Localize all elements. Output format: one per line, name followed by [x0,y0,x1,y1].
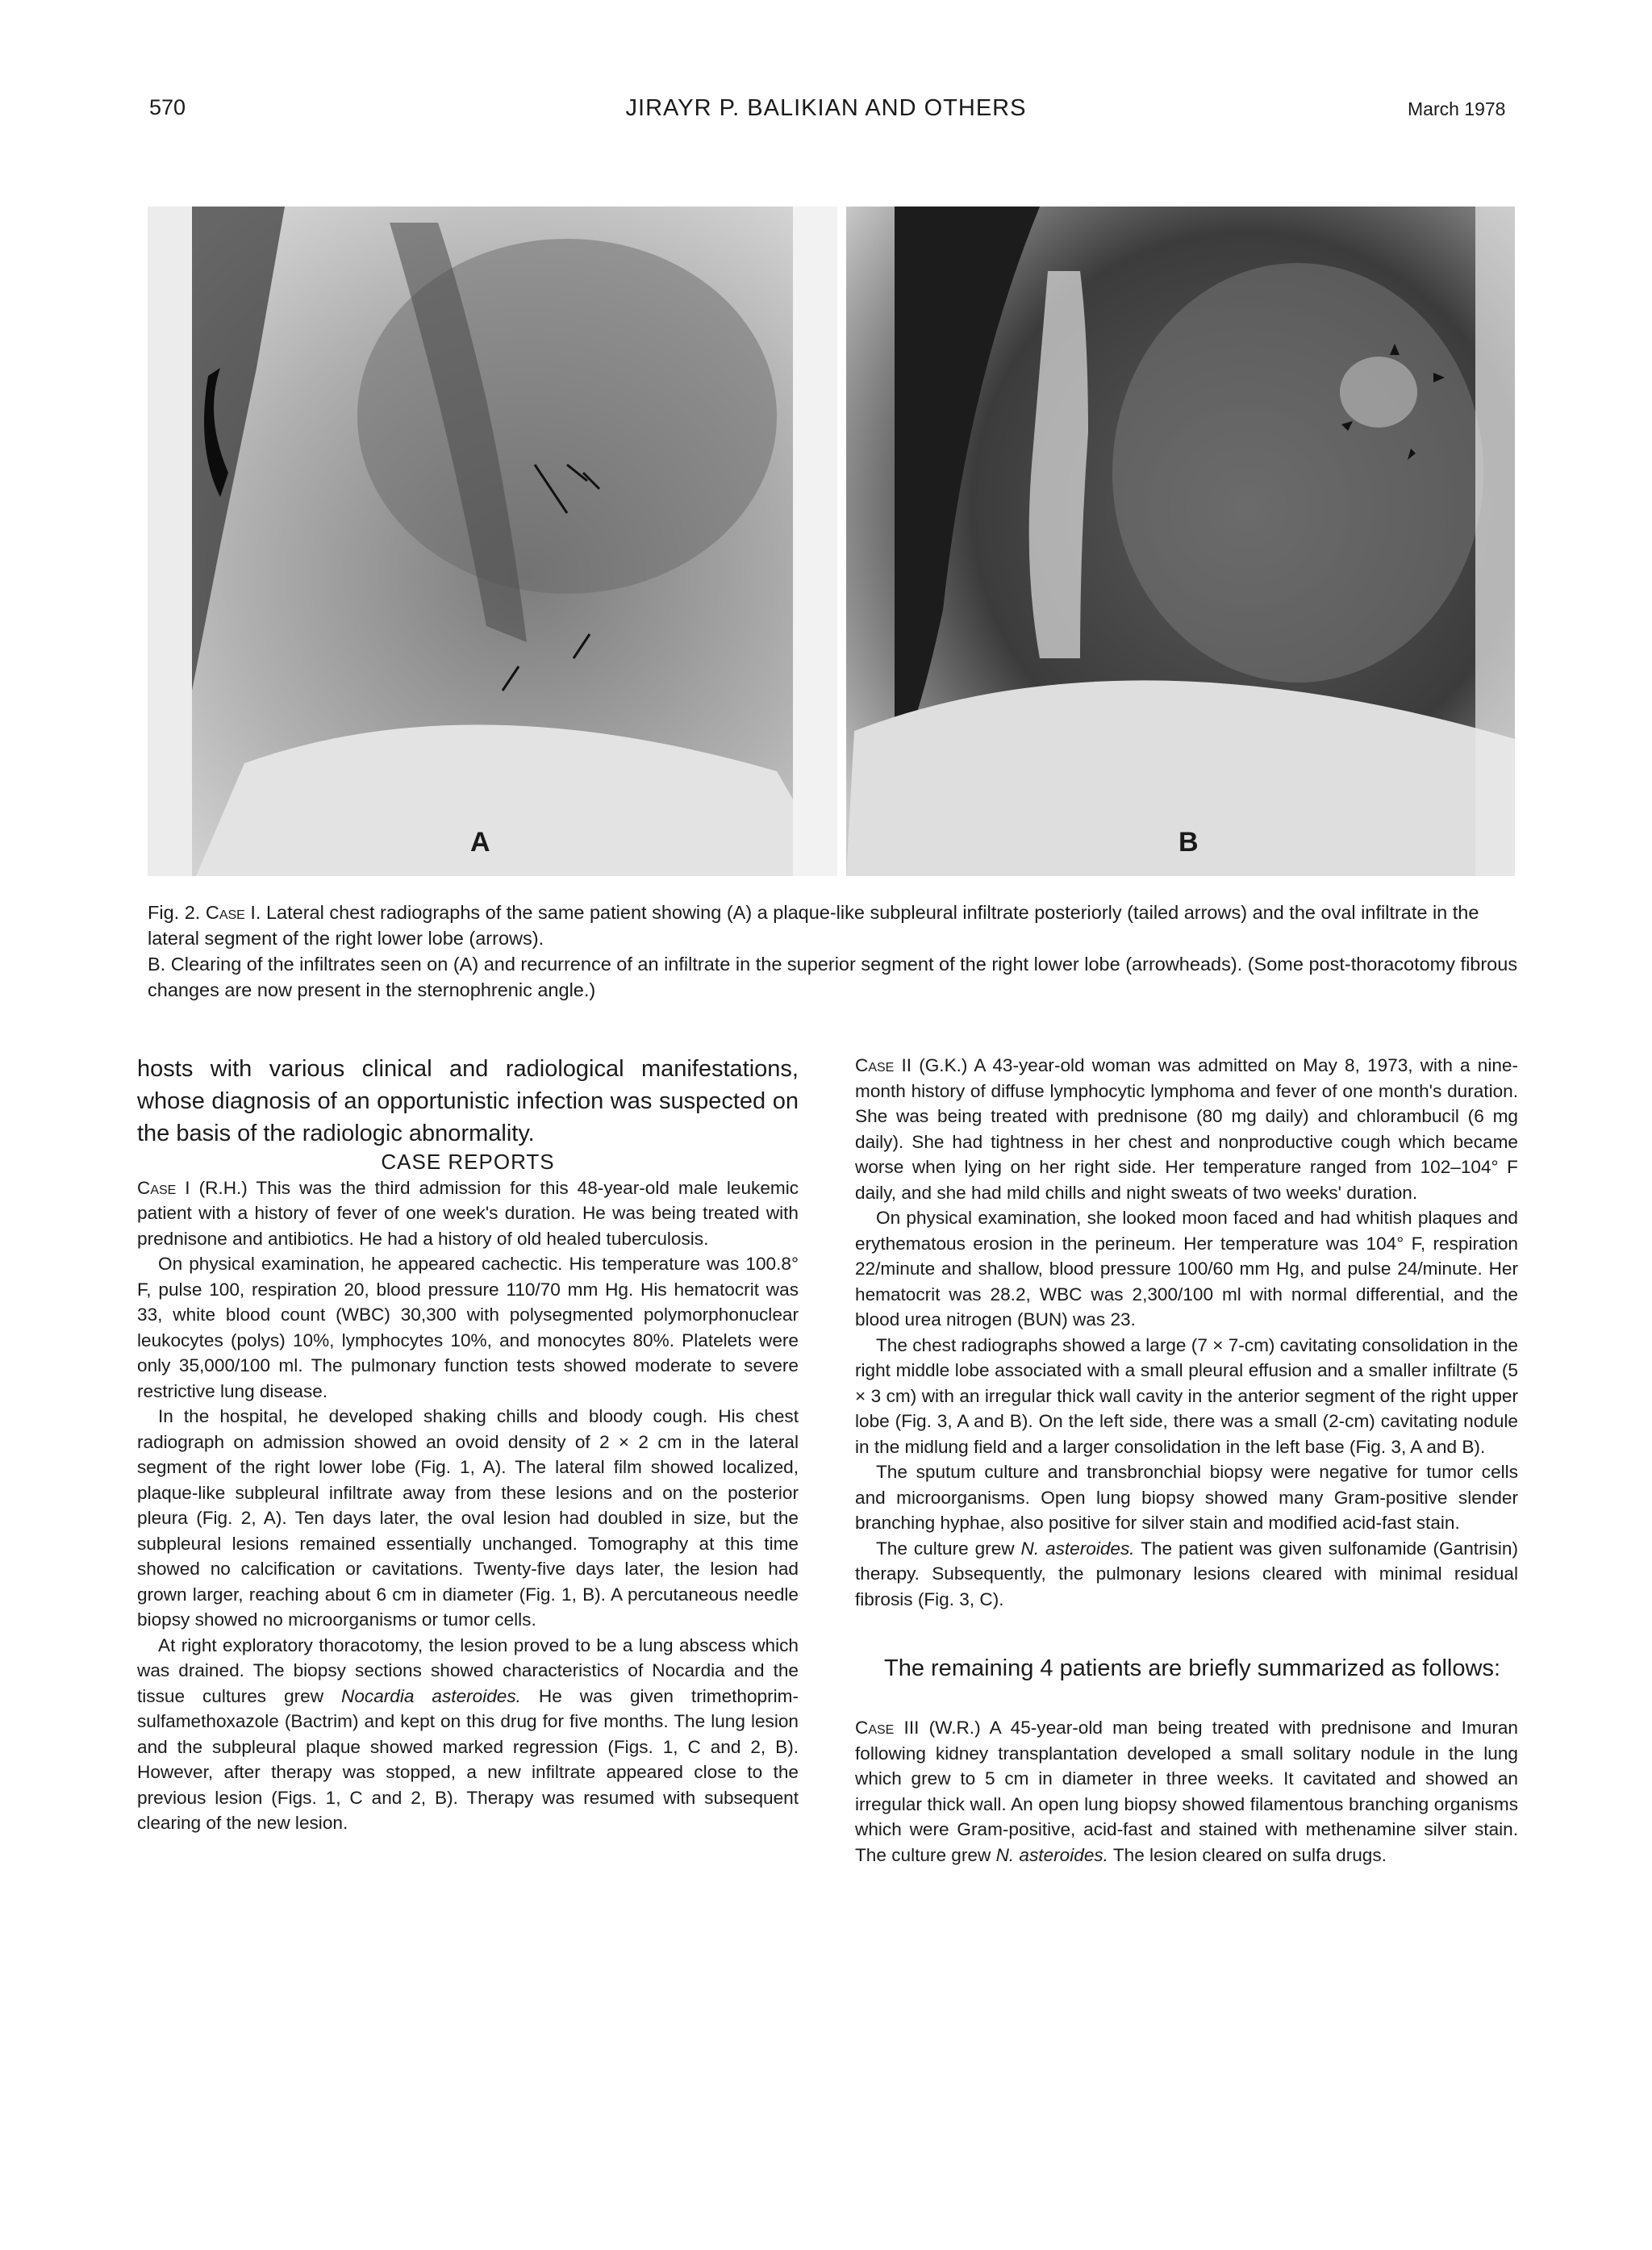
running-title: JIRAYR P. BALIKIAN AND OTHERS [625,95,1027,121]
case-3-label: Case III [855,1718,920,1738]
caption-case-label: Case I. [205,902,261,923]
case-2-initials: (G.K.) [919,1055,968,1075]
case-1-text-4b: He was given trimethoprim-sulfamethoxazole (Bactrim) and kept on this drug for five months. The lung lesion and the subpleural plaque showed marked regression (Figs. 1, C and 2, B). However, after therapy was stopped, a new infiltrate appeared close to the previous lesion (Figs. 1, C and 2, B). Therapy was resumed with subsequent clearing of the new lesion. [137,1685,799,1833]
case-2-text-5a: The culture grew [876,1538,1021,1559]
radiograph-a-image [148,207,837,876]
case-2-paragraph-1 [855,1053,1518,1205]
lead-paragraph: hosts with various clinical and radiological manifestations, whose diagnosis of an opportunistic infection was suspected on the basis of the radiologic abnormality. [137,1056,799,1146]
case-2-text-1: A 43-year-old woman was admitted on May 8, 1973, with a nine-month history of diffuse lymphocytic lymphoma and fever of one month's duration. She was being treated with prednisone (80 mg daily) and chlorambucil (6 mg daily). She had tightness in her chest and nonproductive cough which became worse when lying on her right side. Her temperature ranged from 102–104° F daily, and she had mild chills and night sweats of two weeks' duration. [855,1055,1518,1203]
running-header [0,95,1652,127]
panel-a-label: A [470,827,490,858]
case-2-paragraph-4: The sputum culture and transbronchial biopsy were negative for tumor cells and microorganisms. Open lung biopsy showed many Gram-positive slender branching hyphae, also positive for silver stain and modified acid-fast stain. [855,1462,1518,1533]
right-column [855,1053,1518,1868]
case-1-paragraph-2: On physical examination, he appeared cachectic. His temperature was 100.8° F, pulse 100, respiration 20, blood pressure 110/70 mm Hg. His hematocrit was 33, white blood count (WBC) 30,300 with polysegmented polymorphonuclear leukocytes (polys) 10%, lymphocytes 10%, and monocytes 80%. Platelets were only 35,000/100 ml. The pulmonary function tests showed moderate to severe restrictive lung disease. [137,1254,799,1401]
case-3-text-b: The lesion cleared on sulfa drugs. [1108,1844,1387,1865]
caption-text-b: Clearing of the infiltrates seen on (A) and recurrence of an infiltrate in the superior segment of the right lower lobe (arrowheads). (Some post-thoracotomy fibrous changes are now present in the sternophrenic angle.) [148,954,1518,1000]
figure-2 [148,207,1515,876]
organism-name: N. asteroides. [1020,1538,1135,1559]
figure-caption [148,900,1519,1003]
case-2-paragraph-5 [855,1536,1518,1613]
case-3-initials: (W.R.) [928,1718,981,1738]
case-1-paragraph-3: In the hospital, he developed shaking chills and bloody cough. His chest radiograph on admission showed an ovoid density of 2 × 2 cm in the lateral segment of the right lower lobe (Fig. 1, A). The lateral film showed localized, plaque-like subpleural infiltrate away from these lesions and on the posterior pleura (Fig. 2, A). Ten days later, the oval lesion had doubled in size, but the subpleural lesions remained essentially unchanged. Tomography at this time showed no calcification or cavitations. Twenty-five days later, the lesion had grown larger, reaching about 6 cm in diameter (Fig. 1, B). A percutaneous needle biopsy showed no microorganisms or tumor cells. [137,1406,799,1630]
radiograph-panel-b [846,207,1515,876]
caption-paragraph-b [148,951,1519,1003]
case-1-label: Case I [137,1177,190,1198]
case-2-paragraph-3: The chest radiographs showed a large (7 × 7-cm) cavitating consolidation in the right middle lobe associated with a small pleural effusion and a smaller infiltrate (5 × 3 cm) with an irregular thick wall cavity in the anterior segment of the right upper lobe (Fig. 3, A and B). On the left side, there was a small (2-cm) cavitating nodule in the midlung field and a larger consolidation in the left base (Fig. 3, A and B). [855,1334,1518,1457]
panel-b-label: B [1179,827,1199,858]
caption-paragraph-a [148,900,1519,951]
case-1-paragraph-4 [137,1633,799,1836]
figure-label: Fig. 2. [148,902,201,923]
case-1-text-4a: At right exploratory thoracotomy, the lesion proved to be a lung abscess which was drained. The biopsy sections showed characteristics of Nocardia and the tissue cultures grew [137,1634,799,1706]
case-1-initials: (R.H.) [198,1177,248,1198]
organism-name: N. asteroides. [995,1844,1108,1865]
caption-b-label: B. [148,954,166,975]
case-1-paragraph-1 [137,1175,799,1252]
section-heading: CASE REPORTS [381,1150,555,1174]
radiograph-b-image [846,207,1515,876]
left-column [137,1053,799,1836]
case-1-text-1: This was the third admission for this 48-year-old male leukemic patient with a history of fever of one week's duration. He was being treated with prednisone and antibiotics. He had a history of old healed tuberculosis. [137,1177,799,1249]
page-number: 570 [149,95,186,119]
case-3-paragraph-1 [855,1715,1518,1868]
case-2-label: Case II [855,1055,912,1075]
radiograph-panel-a [148,207,837,876]
organism-name: Nocardia asteroides. [341,1685,521,1706]
case-2-text-5b: The patient was given sulfonamide (Gantrisin) therapy. Subsequently, the pulmonary lesions cleared with minimal residual fibrosis (Fig. 3, C). [855,1538,1518,1609]
case-2-paragraph-2: On physical examination, she looked moon faced and had whitish plaques and erythematous erosion in the perineum. Her temperature was 104° F, respiration 22/minute and shallow, blood pressure 100/60 mm Hg, and pulse 24/minute. Her hematocrit was 28.2, WBC was 2,300/100 ml with normal differential, and the blood urea nitrogen (BUN) was 23. [855,1208,1518,1330]
case-3-text-a: A 45-year-old man being treated with prednisone and Imuran following kidney transplantation developed a small solitary nodule in the lung which grew to 5 cm in diameter in three weeks. It cavitated and showed an irregular thick wall. An open lung biopsy showed filamentous branching organisms which were Gram-positive, acid-fast and stained with methenamine silver stain. The culture grew [855,1718,1518,1865]
summary-statement: The remaining 4 patients are briefly summarized as follows: [884,1655,1500,1681]
caption-text-a: Lateral chest radiographs of the same patient showing (A) a plaque-like subpleural infiltrate posteriorly (tailed arrows) and the oval infiltrate in the lateral segment of the right lower lobe (arrows). [148,902,1479,949]
issue-date: March 1978 [1408,98,1506,119]
